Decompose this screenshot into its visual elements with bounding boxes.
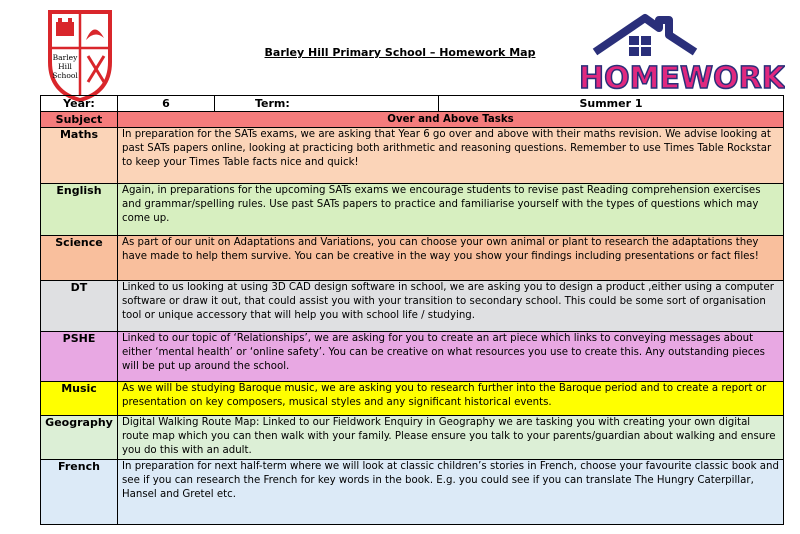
task-cell: As part of our unit on Adaptations and Variations, you can choose your own animal or plant to research the adaptations they have made to help them survive. You can be creative in the way you show your findings including presentations or fact files! xyxy=(118,236,784,281)
task-cell: In preparation for next half-term where we will look at classic children’s stories in French, choose your favourite classic book and see if you can research the French for key words in the book. E.g. you could see if you can translate The Hungry Caterpillar, Hansel and Gretel etc. xyxy=(118,460,784,525)
task-cell: Again, in preparations for the upcoming SATs exams we encourage students to revise past Reading comprehension exercises and grammar/spelling rules. Use past SATs papers to practice and familiarise yourself with the types of questions which may come up. xyxy=(118,184,784,236)
subject-cell: Music xyxy=(41,382,118,416)
svg-text:School: School xyxy=(52,71,78,80)
table-row xyxy=(41,332,784,382)
subject-cell: DT xyxy=(41,281,118,332)
term-label: Term: xyxy=(215,96,439,112)
subject-cell: Maths xyxy=(41,128,118,184)
task-cell: As we will be studying Baroque music, we are asking you to research further into the Baroque period and to create a report or presentation on key composers, musical styles and any significant historical events. xyxy=(118,382,784,416)
subject-header-row xyxy=(41,112,784,128)
subject-cell: English xyxy=(41,184,118,236)
task-cell: In preparation for the SATs exams, we are asking that Year 6 go over and above with their maths revision. We advise looking at past SATs papers online, looking at practicing both arithmetic and reasoning questions. Remember to use Times Table Rockstar to keep your Times Table facts nice and quick! xyxy=(118,128,784,184)
subject-cell: Science xyxy=(41,236,118,281)
table-row xyxy=(41,128,784,184)
table-row xyxy=(41,281,784,332)
subject-cell: Geography xyxy=(41,416,118,460)
table-row xyxy=(41,184,784,236)
year-value: 6 xyxy=(118,96,215,112)
subject-header: Subject xyxy=(41,112,118,128)
tasks-header: Over and Above Tasks xyxy=(118,112,784,128)
task-cell: Linked to our topic of ‘Relationships’, we are asking for you to create an art piece which links to conveying messages about either ‘mental health’ or ‘online safety’. You can be creative on what resources you use to create this. Any outstanding pieces will be put up around the school. xyxy=(118,332,784,382)
year-label: Year: xyxy=(41,96,118,112)
table-row xyxy=(41,416,784,460)
svg-text:Barley: Barley xyxy=(52,53,78,62)
term-row xyxy=(41,96,784,112)
homework-map-table xyxy=(40,95,784,525)
task-cell: Digital Walking Route Map: Linked to our Fieldwork Enquiry in Geography we are tasking you with creating your own digital route map which you can then walk with your family. Please ensure you talk to your parents/guardian about walking and ensure you do this with an adult. xyxy=(118,416,784,460)
task-cell: Linked to us looking at using 3D CAD design software in school, we are asking you to design a product ,either using a computer software or draw it out, that could assist you with your transition to secondary school. This could be some sort of organisation tool or unique accessory that will help you with school life / studying. xyxy=(118,281,784,332)
page-title: Barley Hill Primary School – Homework Map xyxy=(264,46,536,59)
subject-cell: PSHE xyxy=(41,332,118,382)
term-value: Summer 1 xyxy=(439,96,784,112)
table-row xyxy=(41,236,784,281)
homework-logo-text: HOMEWORK xyxy=(579,61,785,96)
table-row xyxy=(41,460,784,525)
table-row xyxy=(41,382,784,416)
svg-text:Hill: Hill xyxy=(58,62,72,71)
subject-cell: French xyxy=(41,460,118,525)
